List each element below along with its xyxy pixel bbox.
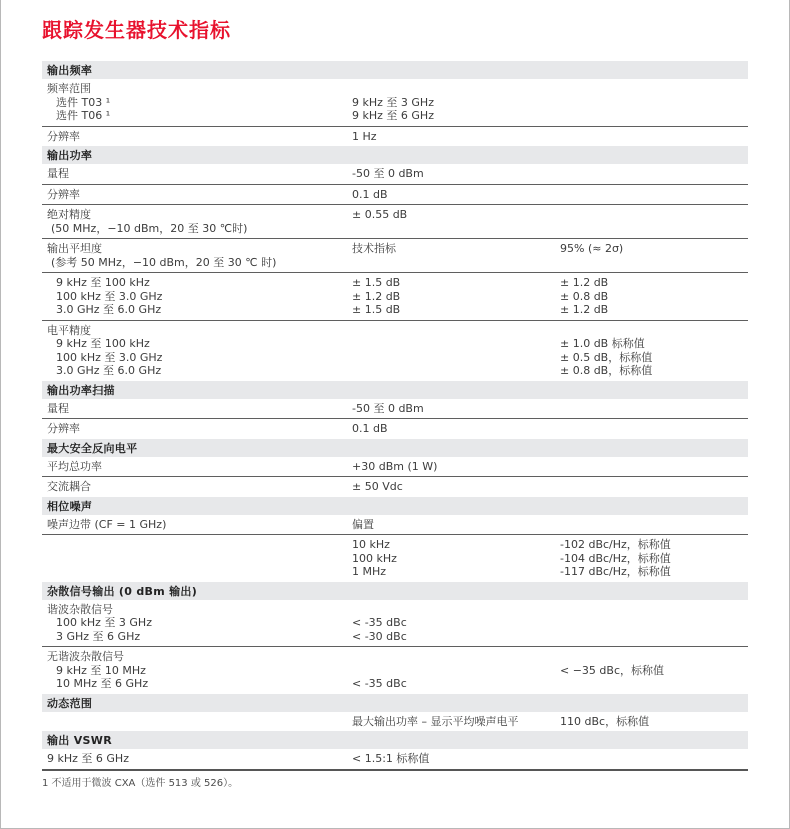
table-row — [42, 534, 748, 582]
spec-label-line: 100 kHz 至 3.0 GHz — [56, 289, 163, 303]
spec-label-line: 9 kHz 至 10 MHz — [56, 663, 146, 677]
spec-label-line: 100 kHz 至 3.0 GHz — [56, 350, 163, 364]
spec-value2-line: < −35 dBc，标称值 — [560, 663, 665, 677]
spec-label-cell — [47, 518, 352, 532]
spec-label-line: 10 MHz 至 6 GHz — [56, 677, 149, 690]
spec-value-line — [352, 664, 560, 678]
section-header-spurious-output: 杂散信号输出 (0 dBm 输出) — [42, 582, 748, 600]
spec-value-line: ± 1.5 dB — [352, 276, 401, 289]
footnote: 1 不适用于微波 CXA（选件 513 或 526）。 — [42, 777, 239, 789]
spec-value2-cell — [560, 538, 748, 579]
spec-value-cell — [352, 715, 560, 729]
spec-value-cell — [352, 276, 560, 317]
spec-value2-cell — [560, 242, 748, 269]
spec-label-cell — [47, 167, 352, 181]
section-header-max-reverse-level: 最大安全反向电平 — [42, 439, 748, 457]
spec-value2-line: ± 0.8 dB，标称值 — [560, 364, 653, 377]
table-row — [42, 184, 748, 205]
spec-value2-cell — [560, 324, 748, 378]
spec-value-line: 最大输出功率 – 显示平均噪声电平 — [352, 714, 519, 728]
spec-value-cell — [352, 752, 560, 766]
spec-value-line: -50 至 0 dBm — [352, 401, 424, 415]
spec-value-cell — [352, 324, 560, 378]
spec-label-line: 绝对精度 — [47, 208, 91, 221]
spec-label-cell — [47, 603, 352, 644]
section-header-output-vswr: 输出 VSWR — [42, 731, 748, 749]
table-row — [42, 126, 748, 147]
spec-label-cell — [47, 82, 352, 123]
spec-value-line: 1 Hz — [352, 129, 377, 143]
spec-value-line: 9 kHz 至 6 GHz — [352, 109, 434, 122]
spec-label-line: 电平精度 — [47, 323, 91, 337]
spec-label-line: 3.0 GHz 至 6.0 GHz — [56, 303, 162, 316]
spec-value2-line: ± 1.2 dB — [560, 303, 609, 316]
spec-label-cell — [47, 276, 352, 317]
spec-value-cell — [352, 603, 560, 644]
spec-value2-line: ± 0.8 dB — [560, 289, 609, 303]
spec-label-cell — [47, 324, 352, 378]
spec-label-cell — [47, 752, 352, 766]
table-row — [42, 399, 748, 419]
spec-value2-line — [560, 650, 748, 664]
spec-label-cell — [47, 402, 352, 416]
spec-label-line: 9 kHz 至 100 kHz — [56, 276, 150, 289]
spec-label-cell — [47, 242, 352, 269]
spec-value2-line: -104 dBc/Hz，标称值 — [560, 551, 671, 565]
spec-label-line: 输出平坦度 — [47, 242, 102, 255]
spec-value-line: 偏置 — [352, 517, 374, 531]
spec-label-line: (50 MHz，−10 dBm，20 至 30 ℃时) — [51, 221, 248, 235]
spec-value-cell — [352, 242, 560, 269]
spec-value-cell — [352, 518, 560, 532]
spec-label-line: 9 kHz 至 6 GHz — [47, 752, 129, 765]
spec-label-line: 谐波杂散信号 — [47, 602, 113, 616]
table-row — [42, 204, 748, 238]
spec-label-line: 平均总功率 — [47, 459, 102, 473]
table-row — [42, 646, 748, 694]
section-header-power-sweep: 输出功率扫描 — [42, 381, 748, 399]
spec-label-cell — [47, 188, 352, 202]
table-row — [42, 457, 748, 477]
spec-value-line: < -35 dBc — [352, 616, 407, 629]
table-row — [42, 749, 748, 769]
spec-label-line: 量程 — [47, 401, 69, 415]
table-row — [42, 164, 748, 184]
spec-label-cell — [47, 130, 352, 144]
spec-value2-cell — [560, 650, 748, 691]
spec-label-cell — [47, 460, 352, 474]
table-row — [42, 418, 748, 439]
spec-label-cell — [47, 422, 352, 436]
spec-label-cell — [47, 208, 352, 235]
spec-label-cell — [47, 480, 352, 494]
spec-value-cell — [352, 208, 560, 235]
spec-value2-line — [560, 677, 748, 691]
spec-label-line: 分辨率 — [47, 187, 80, 201]
spec-label-line: 量程 — [47, 167, 69, 180]
spec-value-line: 9 kHz 至 3 GHz — [352, 95, 434, 109]
spec-value2-cell — [560, 276, 748, 317]
spec-value-line: ± 0.55 dB — [352, 208, 408, 221]
spec-value-cell — [352, 538, 560, 579]
spec-value-line: 1 MHz — [352, 565, 387, 578]
spec-label-line: 3 GHz 至 6 GHz — [56, 629, 141, 643]
spec-value-line — [352, 603, 560, 617]
table-row — [42, 712, 748, 732]
spec-value-line: ± 1.2 dB — [352, 289, 401, 303]
spec-value-line: < -35 dBc — [352, 677, 407, 690]
spec-value-line: ± 50 Vdc — [352, 480, 403, 493]
spec-value2-line — [560, 324, 748, 338]
table-row — [42, 272, 748, 320]
spec-label-line: 分辨率 — [47, 129, 80, 143]
spec-value-cell — [352, 402, 560, 416]
table-row — [42, 600, 748, 647]
spec-label-cell — [47, 538, 352, 579]
spec-value2-line: ± 1.0 dB 标称值 — [560, 337, 645, 350]
spec-value-line: 技术指标 — [352, 242, 396, 255]
section-header-dynamic-range: 动态范围 — [42, 694, 748, 712]
spec-label-line: 100 kHz 至 3 GHz — [56, 616, 152, 629]
spec-label-line: 3.0 GHz 至 6.0 GHz — [56, 364, 162, 377]
spec-value2-line: 110 dBc，标称值 — [560, 714, 650, 728]
spec-value-cell — [352, 650, 560, 691]
spec-label-line: 选件 T06 ¹ — [56, 109, 111, 122]
table-row — [42, 79, 748, 126]
spec-label-line: (参考 50 MHz，−10 dBm，20 至 30 ℃ 时) — [51, 255, 277, 269]
spec-label-cell — [47, 650, 352, 691]
section-header-phase-noise: 相位噪声 — [42, 497, 748, 515]
spec-value-line: ± 1.5 dB — [352, 303, 401, 316]
spec-label-line: 噪声边带 (CF = 1 GHz) — [47, 517, 167, 531]
spec-value2-line: -117 dBc/Hz，标称值 — [560, 565, 671, 578]
page-title: 跟踪发生器技术指标 — [42, 18, 231, 42]
spec-value-cell — [352, 460, 560, 474]
table-row — [42, 320, 748, 381]
spec-label-line: 选件 T03 ¹ — [56, 95, 111, 109]
spec-value-cell — [352, 422, 560, 436]
spec-value-line — [352, 650, 560, 664]
spec-value-cell — [352, 82, 560, 123]
spec-value2-line: -102 dBc/Hz，标称值 — [560, 538, 671, 551]
spec-value2-line: 95% (≈ 2σ) — [560, 242, 624, 255]
spec-table — [42, 61, 748, 771]
section-header-output-frequency: 输出频率 — [42, 61, 748, 79]
spec-label-line: 交流耦合 — [47, 480, 91, 493]
spec-value-cell — [352, 480, 560, 494]
spec-label-line: 9 kHz 至 100 kHz — [56, 337, 150, 350]
spec-value-line: -50 至 0 dBm — [352, 167, 424, 180]
spec-value2-line: ± 0.5 dB，标称值 — [560, 350, 653, 364]
spec-value-cell — [352, 130, 560, 144]
spec-value-line: < 1.5:1 标称值 — [352, 752, 430, 765]
spec-value-line: 100 kHz — [352, 551, 397, 565]
spec-value-cell — [352, 188, 560, 202]
section-header-output-power: 输出功率 — [42, 146, 748, 164]
table-row — [42, 476, 748, 497]
spec-value-line: < -30 dBc — [352, 629, 407, 643]
spec-value-line: 10 kHz — [352, 538, 390, 551]
table-row — [42, 515, 748, 535]
spec-value-line: 0.1 dB — [352, 187, 388, 201]
spec-value2-line: ± 1.2 dB — [560, 276, 609, 289]
spec-label-line: 分辨率 — [47, 422, 80, 435]
spec-value-line: +30 dBm (1 W) — [352, 459, 438, 473]
spec-value-line — [352, 82, 560, 96]
spec-label-line: 频率范围 — [47, 82, 91, 95]
spec-value-cell — [352, 167, 560, 181]
spec-label-line: 无谐波杂散信号 — [47, 650, 124, 663]
spec-value-line: 0.1 dB — [352, 422, 388, 435]
spec-value2-cell — [560, 715, 748, 729]
spec-label-cell — [47, 715, 352, 729]
table-row — [42, 238, 748, 272]
